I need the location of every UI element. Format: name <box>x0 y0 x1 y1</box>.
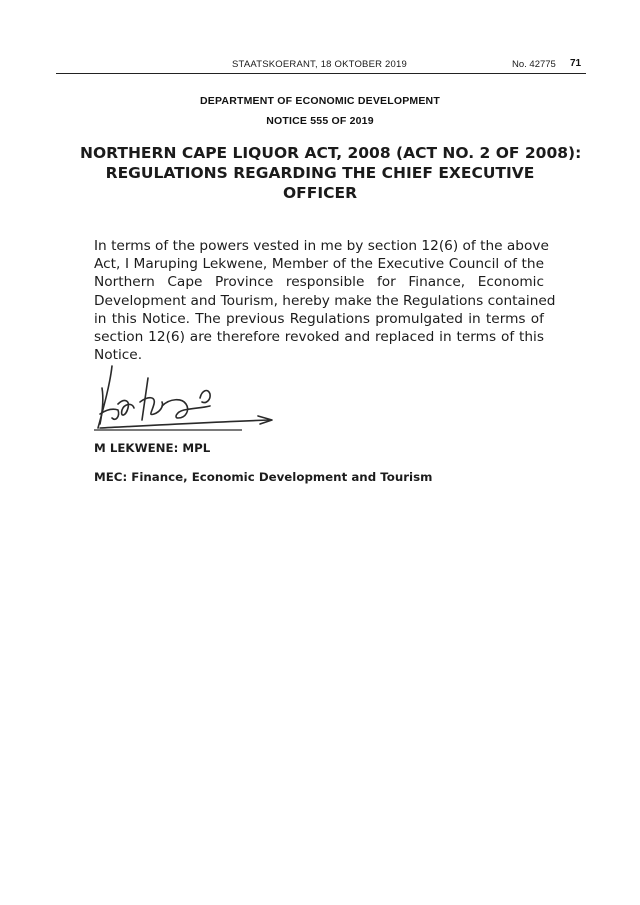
signatory-name: M LEKWENE: MPL <box>94 441 211 455</box>
notice-title-line: OFFICER <box>282 184 358 202</box>
notice-number: NOTICE 555 OF 2019 <box>266 115 374 127</box>
signature-mark <box>90 358 290 436</box>
body-line: Development and Tourism, hereby make the Regulations contained <box>94 292 556 309</box>
department-heading: DEPARTMENT OF ECONOMIC DEVELOPMENT <box>200 95 440 107</box>
gazette-header <box>0 56 640 74</box>
signatory-title: MEC: Finance, Economic Development and Tourism <box>94 470 433 484</box>
body-line: Northern Cape Province responsible for Finance, Economic <box>94 274 544 291</box>
body-line: section 12(6) are therefore revoked and replaced in terms of this <box>94 329 544 346</box>
gazette-number: No. 42775 <box>512 59 556 70</box>
body-line: Act, I Maruping Lekwene, Member of the Executive Council of the <box>94 256 544 273</box>
notice-body <box>94 237 556 364</box>
signature-stroke <box>200 391 210 403</box>
signature-stroke <box>98 366 112 428</box>
page-number: 71 <box>570 58 582 69</box>
signature-stroke <box>100 420 270 428</box>
signature-stroke <box>118 401 134 416</box>
notice-title-line: NORTHERN CAPE LIQUOR ACT, 2008 (ACT NO. 2 OF 2008): <box>80 144 582 162</box>
gazette-title: STAATSKOERANT, 18 OKTOBER 2019 <box>232 59 407 70</box>
header-rule <box>56 73 586 74</box>
notice-title-line: REGULATIONS REGARDING THE CHIEF EXECUTIVE <box>105 164 535 182</box>
body-line: in this Notice. The previous Regulations promulgated in terms of <box>94 310 544 327</box>
body-line: In terms of the powers vested in me by section 12(6) of the above <box>94 238 549 254</box>
notice-title <box>80 143 582 203</box>
body-line: Notice. <box>94 347 143 364</box>
